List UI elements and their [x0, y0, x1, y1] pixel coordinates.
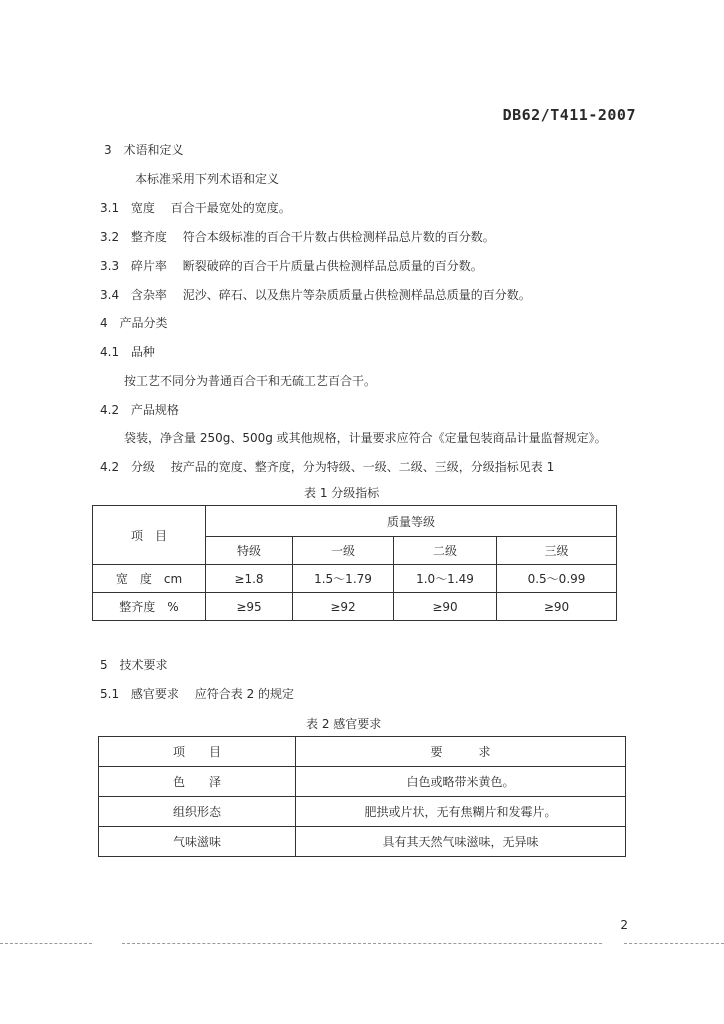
table-cell: 白色或略带米黄色。 [296, 767, 626, 797]
row-label: 宽 度 cm [93, 565, 206, 593]
sensory-requirements-table [98, 736, 626, 857]
table-row [93, 565, 617, 593]
table-cell: ≥1.8 [206, 565, 293, 593]
scan-line [122, 943, 602, 944]
subsection-4-1-text: 按工艺不同分为普通百合干和无硫工艺百合干。 [124, 374, 377, 388]
table-cell: ≥90 [497, 593, 617, 621]
definition-text: 断裂破碎的百合干片质量占供检测样品总质量的百分数。 [182, 259, 483, 273]
definition-3-2 [100, 229, 495, 245]
definition-text: 符合本级标准的百合干片数占供检测样品总片数的百分数。 [182, 230, 495, 244]
section-3-intro: 本标准采用下列术语和定义 [135, 172, 280, 186]
subsection-grading [100, 459, 554, 475]
table-cell: ≥95 [206, 593, 293, 621]
clause-number: 3.4 [100, 288, 120, 302]
table-cell: 具有其天然气味滋味，无异味 [296, 827, 626, 857]
subsection-title: 品种 [130, 345, 155, 359]
standard-code: DB62/T411-2007 [502, 106, 636, 124]
clause-number: 3.3 [100, 259, 120, 273]
table-cell: 0.5～0.99 [497, 565, 617, 593]
subsection-4-2-text: 袋装，净含量 250g、500g 或其他规格，计量要求应符合《定量包装商品计量监督规定》。 [124, 431, 607, 445]
grade-header: 三级 [497, 537, 617, 565]
clause-number: 4.2 [100, 403, 120, 417]
subsection-4-2-heading [100, 402, 179, 418]
scan-line [624, 943, 724, 944]
clause-number: 5.1 [100, 687, 120, 701]
section-title: 产品分类 [119, 316, 168, 330]
table-cell: 1.5～1.79 [293, 565, 394, 593]
table-cell: ≥90 [394, 593, 497, 621]
definition-3-4 [100, 287, 531, 303]
column-header: 要 求 [296, 737, 626, 767]
definition-text: 泥沙、碎石、以及焦片等杂质质量占供检测样品总质量的百分数。 [182, 288, 531, 302]
subsection-text: 按产品的宽度、整齐度，分为特级、一级、二级、三级，分级指标见表 1 [170, 460, 555, 474]
section-number: 4 [100, 316, 108, 330]
item-header: 项 目 [93, 506, 206, 565]
page-number: 2 [620, 918, 628, 932]
subsection-title: 感官要求 [130, 687, 179, 701]
section-number: 5 [100, 658, 108, 672]
subsection-5-1 [100, 686, 294, 702]
term: 整齐度 [130, 230, 167, 244]
clause-number: 4.2 [100, 460, 120, 474]
definition-text: 百合干最宽处的宽度。 [170, 201, 291, 215]
term: 碎片率 [130, 259, 167, 273]
definition-3-3 [100, 258, 483, 274]
table-2-caption: 表 2 感官要求 [306, 717, 382, 731]
table-row [99, 797, 626, 827]
subsection-title: 产品规格 [130, 403, 179, 417]
grade-header: 一级 [293, 537, 394, 565]
section-4-heading [100, 315, 167, 331]
clause-number: 4.1 [100, 345, 120, 359]
section-title: 技术要求 [119, 658, 168, 672]
table-1-caption: 表 1 分级指标 [304, 486, 380, 500]
term: 含杂率 [130, 288, 167, 302]
subsection-title: 分级 [130, 460, 155, 474]
table-row [93, 593, 617, 621]
clause-number: 3.1 [100, 201, 120, 215]
table-cell: 1.0～1.49 [394, 565, 497, 593]
row-label: 色 泽 [99, 767, 296, 797]
table-cell: 肥拱或片状，无有焦糊片和发霉片。 [296, 797, 626, 827]
grade-header: 二级 [394, 537, 497, 565]
row-label: 组织形态 [99, 797, 296, 827]
grade-header: 特级 [206, 537, 293, 565]
clause-number: 3.2 [100, 230, 120, 244]
grading-table [92, 505, 617, 621]
row-label: 整齐度 % [93, 593, 206, 621]
section-title: 术语和定义 [123, 143, 184, 157]
scan-line [0, 943, 92, 944]
table-cell: ≥92 [293, 593, 394, 621]
definition-3-1 [100, 200, 291, 216]
section-3-heading [104, 142, 183, 158]
row-label: 气味滋味 [99, 827, 296, 857]
subsection-4-1-heading [100, 344, 155, 360]
subsection-text: 应符合表 2 的规定 [194, 687, 295, 701]
table-row [99, 827, 626, 857]
column-header: 项 目 [99, 737, 296, 767]
section-number: 3 [104, 143, 112, 157]
section-5-heading [100, 657, 167, 673]
quality-grade-header: 质量等级 [206, 506, 617, 537]
term: 宽度 [130, 201, 155, 215]
table-row [99, 767, 626, 797]
